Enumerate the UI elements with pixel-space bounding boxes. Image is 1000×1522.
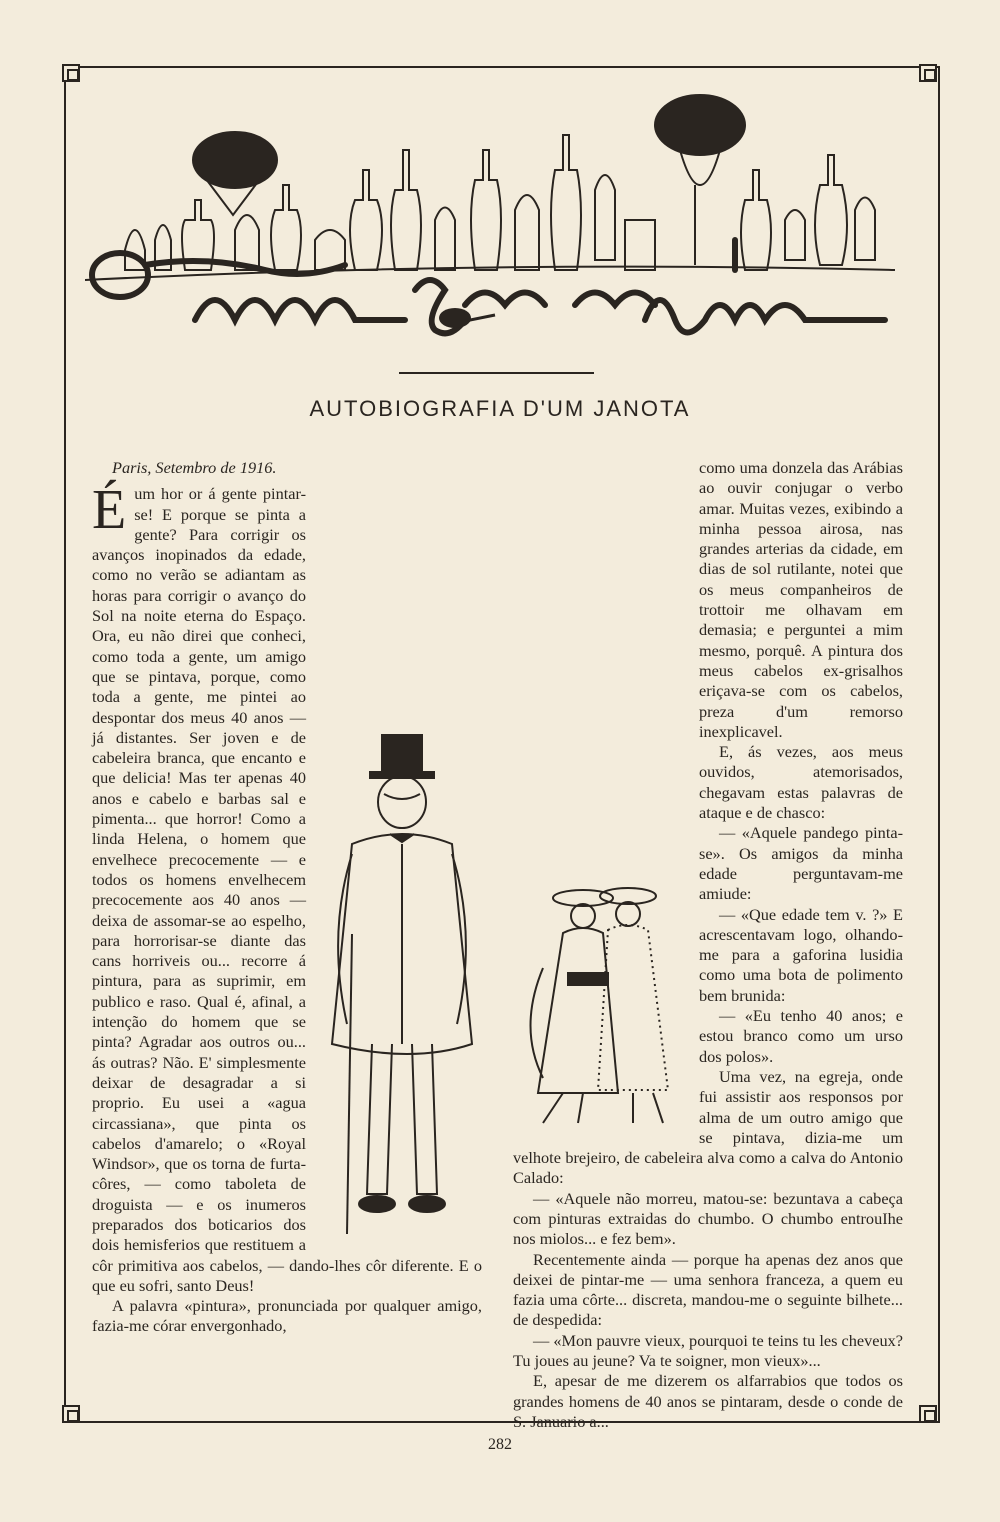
left-column [92, 458, 482, 1337]
paragraph: Recentemente ainda — porque ha apenas dez anos que deixei de pintar-me — uma senhora franceza, a quem eu fazia uma côrte... discreta, mandou-me o seguinte bilhete... de despedida: [513, 1249, 903, 1330]
right-column [513, 458, 903, 1432]
corner-ornament-top-left [62, 64, 80, 82]
two-ladies-illustration [513, 878, 693, 1128]
paragraph: — «Aquele pandego pinta-se». Os amigos da minha edade perguntavam-me amiude: [699, 823, 903, 904]
paragraph: E, ás vezes, aos meus ouvidos, atemorisados, chegavam estas palavras de ataque e de chasco: [699, 742, 903, 823]
gentleman-illustration [312, 734, 482, 1244]
corner-ornament-top-right [919, 64, 937, 82]
corner-ornament-bottom-left [62, 1405, 80, 1423]
article-subtitle: AUTOBIOGRAFIA D'UM JANOTA [309, 396, 691, 421]
paragraph: — «Aquele não morreu, matou-se: bezuntava a cabeça com pinturas extraidas do chumbo. O chumbo entrouIhe nos miolos... e fez bem». [513, 1188, 903, 1249]
title-rule [399, 372, 594, 374]
paragraph: Uma vez, na egreja, onde fui assistir aos responsos por alma de um outro amigo que se pintava, dizia-me um velhote brejeiro, de cabeleira alva como a calva do Antonio Calado: [513, 1066, 903, 1188]
dateline: Paris, Setembro de 1916. [112, 458, 277, 477]
paragraph: A palavra «pintura», pronunciada por qualquer amigo, fazia-me córar envergonhado, [92, 1296, 482, 1336]
paragraph: um hor or á gente pintar-se! E porque se pinta a gente? Para corrigir os avanços inopinados da edade, como no verão se adiantam as horas para corrigir o avanço do Sol na noite eterna do Espaço. Ora, eu não direi que conheci, como toda a gente, um amigo que se pintava, porque, como toda a gente, me pintei ao despontar dos meus 40 anos — já distantes. Ser joven e de cabeleira branca, que encanto e que delicia! Mas ter apenas 40 anos e cabelo e barbas sal e pimenta... que horror! Como a linda Helena, o homem que envelhece precocemente — e todos os homens envelhecem precocemente aos 40 anos — deixa de assomar-se ao espelho, para horrorisar-se diante das cans horriveis ou... recorre á pintura, para as suprimir, em publico e raso. Qual é, afinal, a intenção do homem que se pinta? Agradar aos outros ou... ás outras? Não. E' simplesmente deixar de desagradar a si proprio. Eu usei a «agua circassiana», que pinta os cabelos d'amarelo; o «Royal Windsor», que os torna de furta-côres, — como taboleta de droguista — e os inumeros preparados dos boticarios dos dois hemisferios que restituem a côr primitiva aos cabelos, — dando-lhes côr diferente. E o que eu sofri, santo Deus! [92, 484, 482, 1295]
paragraph: E, apesar de me dizerem os alfarrabios que todos os grandes homens de 40 anos se pintaram, desde o conde de S. Januario a... [513, 1371, 903, 1431]
paragraph: como uma donzela das Arábias ao ouvir conjugar o verbo amar. Muitas vezes, exibindo a minha pessoa airosa, nas grandes arterias da cidade, em dias de sol rutilante, notei que os meus companheiros de trottoir me olhavam em demasia; e perguntei a mim mesmo, porquê. A pintura dos meus cabelos ex-grisalhos eriçava-se com os cabelos, preza d'um remorso inexplicavel. [699, 458, 903, 741]
corner-ornament-bottom-right [919, 1405, 937, 1423]
drop-cap: É [92, 479, 127, 542]
page-number: 282 [488, 1436, 512, 1453]
paragraph: — «Mon pauvre vieux, pourquoi te teins tu les cheveux? Tu joues au jeune? Va te soigner, mon vieux»... [513, 1330, 903, 1371]
paragraph: — «Que edade tem v. ?» E acrescentavam logo, olhando-me para a gaforina lusidia como uma bota de polimento bem brunida: [699, 904, 903, 1005]
paragraph: — «Eu tenho 40 anos; e estou branco como um urso dos polos». [699, 1006, 903, 1066]
header-illustration [85, 90, 895, 350]
